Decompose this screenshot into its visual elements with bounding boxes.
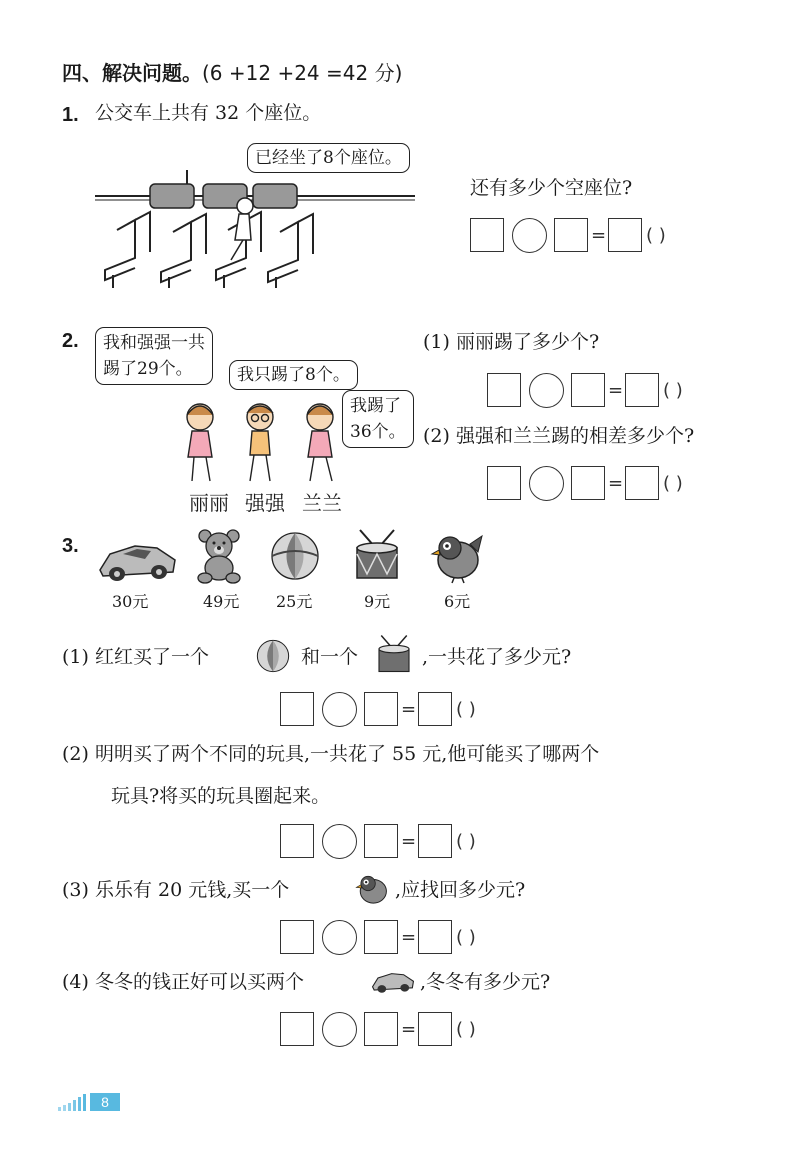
q3-sub2-line2: 玩具?将买的玩具圈起来。 [111, 785, 331, 807]
operator-circle[interactable] [322, 824, 357, 859]
q3-sub3-equation [280, 920, 530, 954]
q3-sub4-part-b: ,冬冬有多少元? [420, 971, 551, 993]
bubble-line: 36个。 [350, 422, 406, 442]
operand-box[interactable] [554, 218, 588, 252]
q3-sub1-part-c: ,一共花了多少元? [422, 646, 572, 668]
section-points: (6 +12 +24 =42 分) [202, 61, 403, 85]
unit-paren[interactable]: ( ) [456, 699, 476, 720]
q2-number: 2. [62, 330, 79, 352]
operand-box[interactable] [280, 824, 314, 858]
equals-sign: = [401, 831, 417, 852]
race-car-icon [368, 966, 418, 996]
result-box[interactable] [418, 824, 452, 858]
operator-circle[interactable] [322, 920, 357, 955]
result-box[interactable] [608, 218, 642, 252]
equals-sign: = [401, 699, 417, 720]
q3-sub4-part-a: (4) 冬冬的钱正好可以买两个 [62, 971, 304, 993]
operand-box[interactable] [364, 920, 398, 954]
bubble-line: 我只踢了8个。 [237, 365, 350, 385]
operator-circle[interactable] [529, 466, 564, 501]
q3-sub3-part-b: ,应找回多少元? [395, 879, 526, 901]
unit-paren[interactable]: ( ) [663, 473, 683, 494]
teddy-bear-icon [195, 528, 243, 584]
equals-sign: = [591, 225, 607, 246]
operator-circle[interactable] [322, 1012, 357, 1047]
q3-sub4-equation [280, 1012, 530, 1046]
q1-speech-bubble [247, 143, 410, 173]
q2-sub2: (2) 强强和兰兰踢的相差多少个? [423, 425, 695, 447]
q3-sub2-equation [280, 824, 530, 858]
q1-bubble-text: 已经坐了8个座位。 [255, 148, 402, 168]
operator-circle[interactable] [512, 218, 547, 253]
operand-box[interactable] [470, 218, 504, 252]
unit-paren[interactable]: ( ) [663, 380, 683, 401]
operand-box[interactable] [364, 824, 398, 858]
page-number: 8 [90, 1093, 120, 1111]
children-illustration [170, 395, 350, 485]
operand-box[interactable] [571, 466, 605, 500]
unit-paren[interactable]: ( ) [456, 831, 476, 852]
unit-paren[interactable]: ( ) [456, 927, 476, 948]
name-lili: 丽丽 [189, 491, 229, 515]
equals-sign: = [608, 380, 624, 401]
operand-box[interactable] [487, 466, 521, 500]
q3-sub1-part-a: (1) 红红买了一个 [62, 646, 209, 668]
price-teddy-bear: 49元 [203, 592, 240, 611]
bars-decoration-icon [58, 1093, 90, 1111]
operator-circle[interactable] [322, 692, 357, 727]
price-beach-ball: 25元 [276, 592, 313, 611]
price-bird: 6元 [444, 592, 471, 611]
drum-icon [375, 634, 413, 676]
q3-sub1-part-b: 和一个 [301, 646, 359, 668]
price-race-car: 30元 [112, 592, 149, 611]
q1-question: 还有多少个空座位? [470, 177, 633, 199]
q1-equation [470, 218, 720, 252]
bubble-line: 踢了29个。 [103, 359, 193, 379]
q2-bubble-lili [95, 327, 213, 385]
beach-ball-icon [270, 531, 320, 581]
name-qiangqiang: 强强 [245, 491, 285, 515]
operand-box[interactable] [280, 1012, 314, 1046]
q2-sub2-equation [487, 466, 737, 500]
price-drum: 9元 [364, 592, 391, 611]
operand-box[interactable] [364, 1012, 398, 1046]
q2-bubble-lan [342, 390, 414, 448]
operand-box[interactable] [280, 692, 314, 726]
q1-number: 1. [62, 104, 79, 126]
q3-number: 3. [62, 535, 79, 557]
bird-icon [430, 532, 485, 584]
result-box[interactable] [625, 373, 659, 407]
q2-sub1-equation [487, 373, 737, 407]
operand-box[interactable] [571, 373, 605, 407]
q3-sub3-part-a: (3) 乐乐有 20 元钱,买一个 [62, 879, 290, 901]
result-box[interactable] [418, 692, 452, 726]
beach-ball-icon [256, 639, 290, 673]
bubble-line: 我和强强一共 [103, 333, 205, 353]
section-title: 四、解决问题。 [62, 61, 202, 85]
q3-sub2-line1: (2) 明明买了两个不同的玩具,一共花了 55 元,他可能买了哪两个 [62, 743, 600, 765]
operand-box[interactable] [487, 373, 521, 407]
bubble-line: 我踢了 [350, 396, 401, 416]
q2-sub1: (1) 丽丽踢了多少个? [423, 331, 600, 353]
equals-sign: = [401, 1019, 417, 1040]
result-box[interactable] [418, 920, 452, 954]
race-car-icon [95, 532, 180, 587]
equals-sign: = [401, 927, 417, 948]
name-lanlan: 兰兰 [302, 491, 342, 515]
equals-sign: = [608, 473, 624, 494]
q3-sub1-equation [280, 692, 530, 726]
q1-text: 公交车上共有 32 个座位。 [95, 102, 322, 124]
unit-paren[interactable]: ( ) [646, 225, 666, 246]
operand-box[interactable] [364, 692, 398, 726]
operand-box[interactable] [280, 920, 314, 954]
result-box[interactable] [625, 466, 659, 500]
drum-icon [352, 528, 402, 584]
bird-icon [355, 873, 391, 907]
result-box[interactable] [418, 1012, 452, 1046]
unit-paren[interactable]: ( ) [456, 1019, 476, 1040]
q2-bubble-qiang [229, 360, 358, 390]
section-heading [62, 63, 402, 83]
operator-circle[interactable] [529, 373, 564, 408]
